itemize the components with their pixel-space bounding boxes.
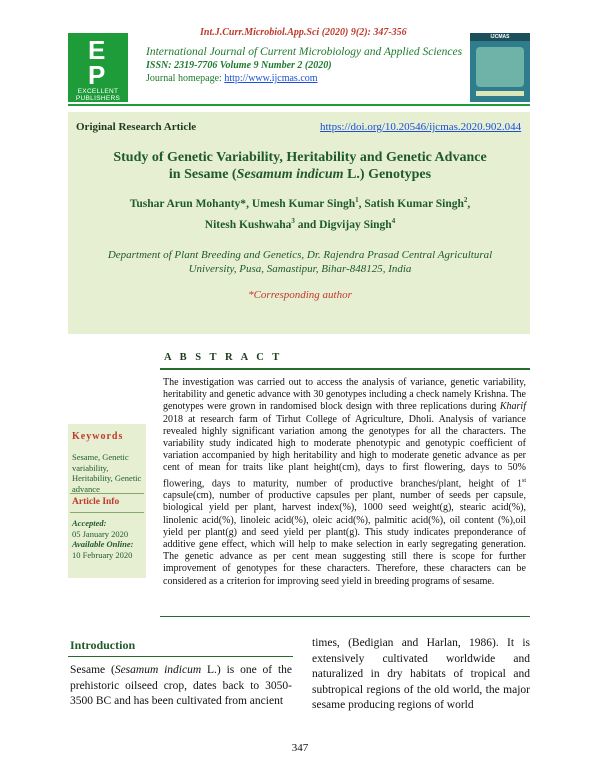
intro-species: Sesamum indicum: [114, 664, 202, 676]
author-list: [80, 192, 520, 234]
abstract-rule-bottom: [160, 616, 530, 617]
logo-text-line2: PUBLISHERS: [75, 95, 121, 102]
intro-left-a: Sesame (: [70, 664, 115, 676]
cover-illustration: [476, 47, 524, 87]
title-species: Sesamum indicum: [236, 167, 344, 182]
abstract-season: Kharif: [499, 401, 526, 413]
cover-title: IJCMAS: [490, 34, 510, 40]
affiliation-line1: Department of Plant Breeding and Genetics, Dr. Rajendra Prasad Central Agricultural: [107, 249, 493, 261]
journal-issn: ISSN: 2319-7706 Volume 9 Number 2 (2020): [146, 60, 332, 71]
intro-left-b: L.) is one of the prehistoric oilseed crop, dates back to 3050-3500 BC and has been cultivated from ancient: [70, 664, 292, 707]
accepted-label: Accepted:: [72, 518, 107, 528]
abstract-text-c: capsule(cm), number of productive capsules per plant, number of seeds per capsule, biological yield per plant, harvest index(%), 1000 seed weight(g), stearic acid(%), linolenic acid(%), linoleic acid(%), oleic acid(%), palmitic acid(%), oil content (%),oil yield per plant(g) and seed yield per plant(g). This study indicates preponderance of additive gene effect, which will help to make selection in early segregating generation. The genetic advance as per cent mean suggesting still there is scope for further improvement of genotypes for these characters. Therefore, these characters can be considered as a criterion for improving seed yield in breeding programs of sesame.: [163, 490, 526, 587]
journal-homepage: [146, 72, 466, 85]
author-4: Nitesh Kushwaha: [204, 218, 292, 231]
author-3-affil: 2: [463, 196, 468, 204]
journal-info: [146, 45, 466, 85]
cover-footer: [476, 91, 524, 96]
author-1: Tushar Arun Mohanty*: [129, 197, 247, 210]
author-2: , Umesh Kumar Singh: [246, 197, 356, 210]
keywords-title: Keywords: [72, 431, 124, 442]
running-head: Int.J.Curr.Microbiol.App.Sci (2020) 9(2): 347-356: [200, 27, 407, 38]
abstract-text-b: 2018 at research farm of Tirhut College of Agriculture, Dholi. Analysis of variance revealed highly significant variation among the genotypes for all the characters. The variability study indicated high to moderate phenotypic and genotypic coefficient of variation accompanied by high heritability and high to moderate genetic advance as per cent of mean for traits like plant height(cm), days to first flowering, days to 50% flowering, days to maturity, number of productive branches/plant, height of 1: [163, 413, 526, 489]
logo-letter-e: E: [88, 35, 106, 65]
online-date: 10 February 2020: [72, 549, 133, 560]
keywords-list: Sesame, Genetic variability, Heritability, Genetic advance: [72, 452, 142, 494]
title-line1: Study of Genetic Variability, Heritability and Genetic Advance: [113, 150, 487, 165]
affiliation-line2: University, Pusa, Samastipur, Bihar-848125, India: [188, 263, 412, 275]
doi-link[interactable]: https://doi.org/10.20546/ijcmas.2020.902.044: [320, 121, 522, 133]
introduction-left-column: [70, 663, 292, 710]
title-part2: in Sesame (: [168, 167, 237, 182]
journal-cover-image: [470, 33, 530, 102]
page-number: 347: [291, 742, 309, 754]
abstract-text-a: The investigation was carried out to access the analysis of variance, genetic variability, heritability and genetic advance with 30 genotypes including a check namely Krishna. The genotypes were grown in randomised block design with three replications during: [163, 377, 526, 413]
sidebar-divider-2: [70, 512, 144, 513]
article-info-title: Article Info: [72, 497, 120, 507]
abstract-rule-top: [160, 368, 530, 370]
publisher-logo: [68, 33, 128, 102]
logo-text-line1: EXCELLENT: [77, 88, 119, 95]
article-title: [80, 149, 520, 183]
accepted-date: 05 January 2020: [72, 528, 129, 539]
abstract-heading: A B S T R A C T: [164, 352, 283, 363]
homepage-label: Journal homepage:: [146, 73, 225, 84]
author-4-affil: 3: [291, 216, 295, 225]
affiliation: [80, 248, 520, 276]
introduction-heading: Introduction: [70, 638, 136, 652]
title-part3: L.) Genotypes: [343, 167, 432, 182]
abstract-body: [163, 377, 526, 588]
article-dates: [72, 518, 144, 560]
introduction-right-column: times, (Bedigian and Harlan, 1986). It is extensively cultivated worldwide and naturalized in dry habitats of tropical and subtropical regions of the old world, the major sesame producing regions of world: [312, 637, 530, 711]
homepage-link[interactable]: http://www.ijcmas.com: [224, 73, 318, 84]
journal-name: International Journal of Current Microbiology and Applied Sciences: [146, 46, 463, 58]
author-sep: ,: [467, 197, 471, 210]
header-divider: [68, 104, 530, 106]
author-2-affil: 1: [355, 196, 359, 204]
author-3: , Satish Kumar Singh: [358, 197, 464, 210]
corresponding-author: *Corresponding author: [248, 289, 352, 301]
author-5-affil: 4: [391, 216, 396, 225]
article-type: Original Research Article: [76, 121, 197, 133]
abstract-ordinal: st: [521, 477, 526, 484]
introduction-rule: [68, 656, 293, 657]
author-5: and Digvijay Singh: [294, 218, 392, 231]
online-label: Available Online:: [72, 539, 134, 549]
sidebar-divider-1: [70, 493, 144, 494]
logo-letter-p: P: [88, 60, 106, 90]
